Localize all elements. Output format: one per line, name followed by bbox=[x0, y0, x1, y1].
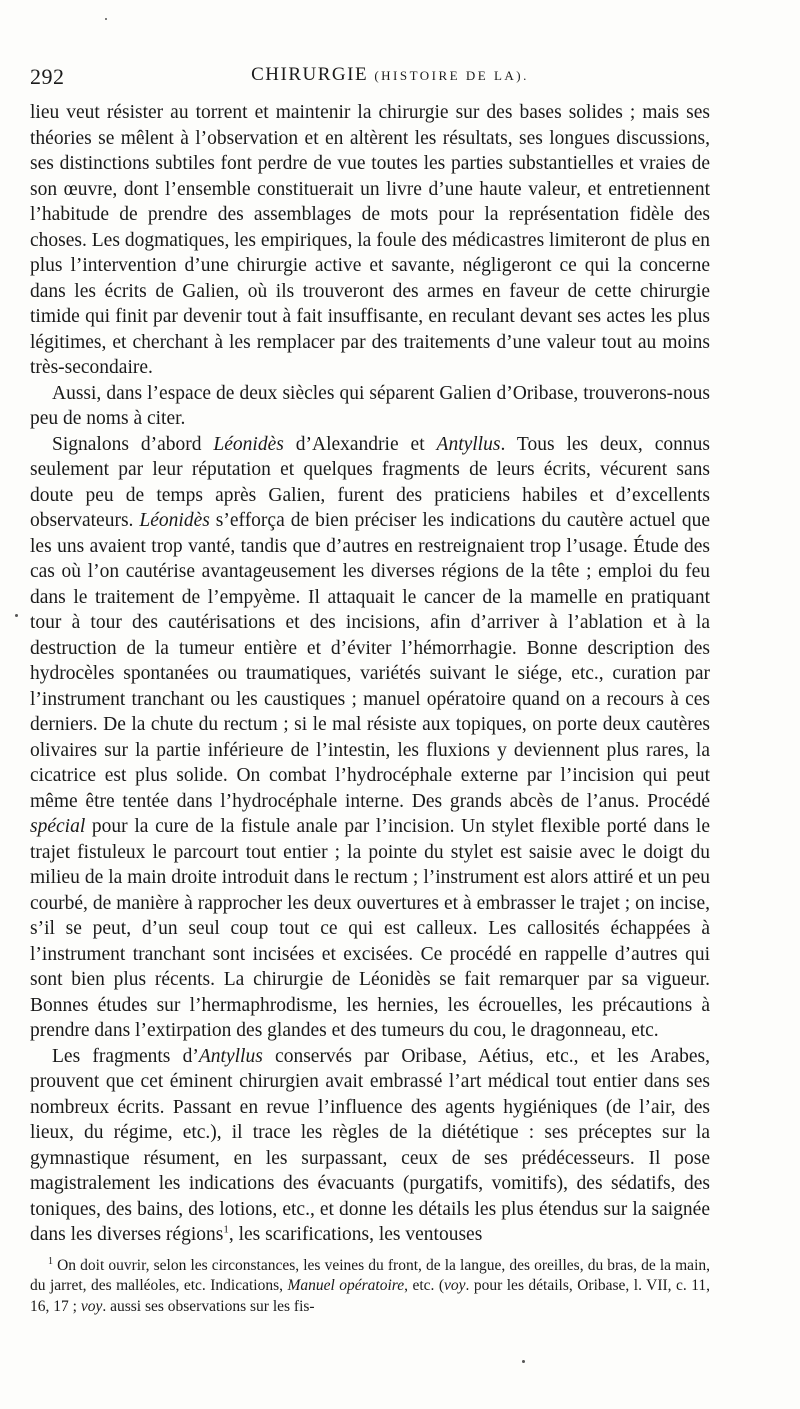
footnote bbox=[30, 1256, 710, 1318]
text-run: Signalons d’abord bbox=[52, 433, 214, 455]
italic-text: Léonidès bbox=[139, 510, 210, 531]
paragraph bbox=[30, 1044, 710, 1248]
running-title-sub: (HISTOIRE DE LA). bbox=[374, 68, 529, 83]
text-run: conservés par Oribase, Aétius, etc., et les Arabes, prouvent que cet éminent chirurgien avait embrassé l’art médical tout entier dans ses nombreux écrits. Passant en revue l’influence des agents hygiéniques (de l’air, des lieux, du régime, etc.), il trace les règles de la diététique : ses préceptes sur la gymnastique résument, en les surpassant, ceux de ses prédécesseurs. Il pose magistralement les indications des évacuants (purgatifs, vomitifs), des sédatifs, des toniques, des bains, des lotions, etc., et donne les détails les plus étendus sur la saignée dans les diverses régions bbox=[30, 1045, 711, 1245]
text-run: , les scarifications, les ventouses bbox=[228, 1224, 483, 1245]
italic-text: voy bbox=[80, 1297, 103, 1315]
running-header bbox=[30, 64, 730, 94]
footnote-mark: 1 bbox=[48, 1255, 53, 1267]
text-run: pour la cure de la fistule anale par l’incision. Un stylet flexible porté dans le trajet fistuleux le parcourt tout entier ; la pointe du stylet est saisie avec le doigt du milieu de la main droite introduit dans le rectum ; l’instrument est alors attiré et un peu courbé, de manière à rapprocher les deux ouvertures et à embrasser le trajet ; on incise, s’il se peut, d’un seul coup tout ce qui est calleux. Les callosités échappées à l’instrument tranchant sont incisées et excisées. Ce procédé en rappelle d’autres qui sont bien plus récents. La chirurgie de Léonidès se fait remarquer par sa vigueur. Bonnes études sur l’hermaphrodisme, les hernies, les écrouelles, les précautions à prendre dans l’extirpation des glandes et des tumeurs du cou, le dragonneau, etc. bbox=[30, 816, 710, 1041]
footnote-ref: 1 bbox=[223, 1223, 229, 1236]
paragraph bbox=[30, 381, 710, 432]
text-run: . pour les détails, Oribase, l. VII, c. 11, 16, 17 ; bbox=[30, 1277, 710, 1315]
paragraph bbox=[30, 432, 710, 1044]
paragraphs-container bbox=[30, 100, 710, 1248]
ink-speck bbox=[15, 614, 18, 617]
text-run: Les fragments d’ bbox=[52, 1045, 199, 1067]
text-run: . Tous les deux, connus seulement par leur réputation et quelques fragments de leurs écrits, vécurent sans doute peu de temps après Galien, furent des praticiens habiles et d’excellents observateurs. bbox=[30, 433, 710, 531]
text-run: s’efforça de bien préciser les indications du cautère actuel que les uns avaient trop vanté, tandis que d’autres en restreignaient trop l’usage. Étude des cas où l’on cautérise avantageusement les diverses régions de la tête ; emploi du feu dans le traitement de l’empyème. Il attaquait le cancer de la mamelle en pratiquant tour à tour des cautérisations et des incisions, afin d’arriver à l’ablation et à la destruction de la tumeur entière et d’éviter l’hémorrhagie. Bonne description des hydrocèles spontanées ou traumatiques, variétés suivant le siége, etc., curation par l’instrument tranchant ou les caustiques ; manuel opératoire quand on a recours à ces derniers. De la chute du rectum ; si le mal résiste aux topiques, on porte deux cautères olivaires sur la partie inférieure de l’intestin, les fluxions y deviennent plus rares, la cicatrice est plus solide. On combat l’hydrocéphale externe par l’incision qui peut même être tentée dans l’hydrocéphale interne. Des grands abcès de l’anus. Procédé bbox=[30, 510, 710, 812]
running-title bbox=[230, 64, 550, 86]
text-run: lieu veut résister au torrent et maintenir la chirurgie sur des bases solides ; mais ses théories se mêlent à l’observation et en altèrent les résultats, ses longues discussions, ses distinctions subtiles font perdre de vue toutes les parties substantielles et vraies de son œuvre, dont l’ensemble constituerait un livre d’une haute valeur, et entretiennent l’habitude de prendre des assemblages de mots pour la représentation fidèle des choses. Les dogmatiques, les empiriques, la foule des médicastres limiteront de plus en plus l’intervention d’une chirurgie active et savante, négligeront ce qui la concerne dans les écrits de Galien, où ils trouveront des armes en faveur de cette chirurgie timide qui finit par devenir tout à fait insuffisante, en reculant devant ses actes les plus légitimes, et cherchant à les remplacer par des traitements d’une valeur tout au moins très-secondaire. bbox=[30, 102, 710, 378]
main-text bbox=[30, 100, 710, 1317]
italic-text: Manuel opératoire bbox=[287, 1277, 405, 1294]
italic-text: Léonidès bbox=[213, 433, 284, 455]
text-run: Aussi, dans l’espace de deux siècles qui séparent Galien d’Oribase, trouverons-nous peu de noms à citer. bbox=[30, 382, 710, 429]
text-run: d’Alexandrie et bbox=[283, 433, 437, 455]
italic-text: voy bbox=[444, 1277, 466, 1294]
text-run: On doit ouvrir, selon les circonstances, les veines du front, de la langue, des oreilles, du bras, de la main, du jarret, des malléoles, etc. Indications, bbox=[30, 1256, 710, 1294]
running-title-main: CHIRURGIE bbox=[251, 64, 369, 85]
text-run: , etc. ( bbox=[404, 1277, 445, 1294]
italic-text: spécial bbox=[30, 816, 86, 837]
italic-text: Antyllus bbox=[198, 1045, 263, 1067]
italic-text: Antyllus bbox=[436, 433, 501, 455]
page-number: 292 bbox=[30, 64, 65, 89]
ink-speck bbox=[105, 18, 107, 20]
paragraph bbox=[30, 100, 710, 381]
text-run: . aussi ses observations sur les fis- bbox=[102, 1297, 315, 1315]
ink-speck bbox=[522, 1360, 525, 1363]
